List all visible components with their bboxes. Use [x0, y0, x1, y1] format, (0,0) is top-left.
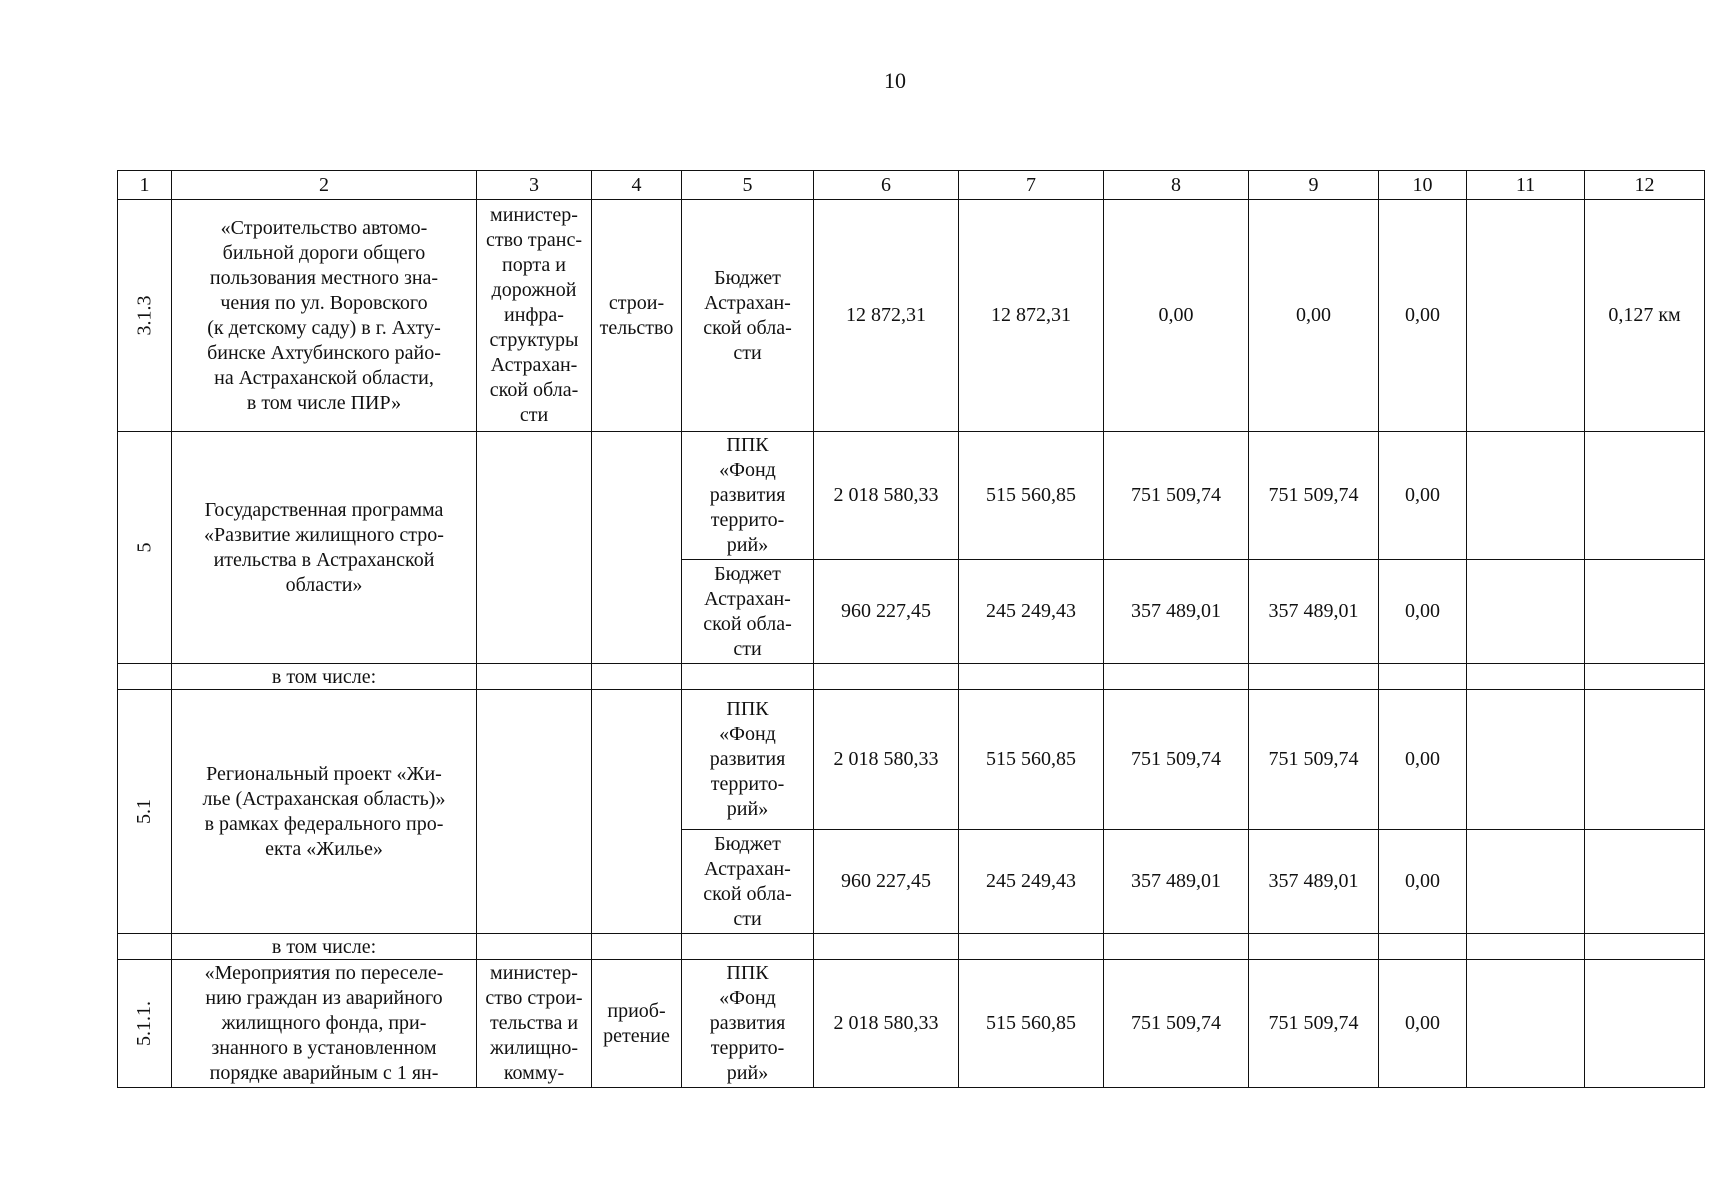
header-cell: 3	[477, 171, 592, 200]
page-number: 10	[884, 68, 906, 93]
empty-cell	[1379, 664, 1467, 690]
work-type-cell: строи- тельство	[592, 200, 682, 432]
row-number: 3.1.3	[133, 295, 155, 336]
row-number-cell	[118, 432, 172, 664]
column-number-header-row	[118, 171, 1705, 200]
executor-cell	[477, 432, 592, 664]
value-cell-9: 0,00	[1249, 200, 1379, 432]
value-cell-7: 515 560,85	[959, 432, 1104, 560]
value-cell-6: 12 872,31	[814, 200, 959, 432]
funding-source-cell: Бюджет Астрахан- ской обла- сти	[682, 830, 814, 934]
executor-cell: министер- ство строи- тельства и жилищно- комму-	[477, 960, 592, 1088]
header-cell: 4	[592, 171, 682, 200]
funding-source-cell: Бюджет Астрахан- ской обла- сти	[682, 200, 814, 432]
empty-cell	[118, 664, 172, 690]
empty-cell	[1467, 934, 1585, 960]
executor-cell	[477, 690, 592, 934]
value-cell-11	[1467, 200, 1585, 432]
header-cell: 5	[682, 171, 814, 200]
row-number: 5.1	[133, 799, 155, 824]
header-cell: 12	[1585, 171, 1705, 200]
row-number-cell	[118, 690, 172, 934]
header-cell: 11	[1467, 171, 1585, 200]
empty-cell	[682, 664, 814, 690]
header-cell: 2	[172, 171, 477, 200]
value-cell-12	[1585, 560, 1705, 664]
measure-name-cell: Государственная программа «Развитие жилищного стро- ительства в Астраханской области»	[172, 432, 477, 664]
work-type-cell	[592, 432, 682, 664]
value-cell-12	[1585, 960, 1705, 1088]
value-cell-12	[1585, 432, 1705, 560]
subtotal-row	[118, 934, 1705, 960]
empty-cell	[477, 664, 592, 690]
value-cell-9: 751 509,74	[1249, 960, 1379, 1088]
value-cell-12: 0,127 км	[1585, 200, 1705, 432]
funding-source-cell: ППК «Фонд развития террито- рий»	[682, 690, 814, 830]
empty-cell	[959, 934, 1104, 960]
header-cell: 9	[1249, 171, 1379, 200]
empty-cell	[814, 934, 959, 960]
value-cell-10: 0,00	[1379, 690, 1467, 830]
empty-cell	[1249, 664, 1379, 690]
value-cell-7: 12 872,31	[959, 200, 1104, 432]
value-cell-11	[1467, 432, 1585, 560]
empty-cell	[1585, 664, 1705, 690]
empty-cell	[1104, 664, 1249, 690]
funding-source-cell: Бюджет Астрахан- ской обла- сти	[682, 560, 814, 664]
value-cell-6: 2 018 580,33	[814, 432, 959, 560]
empty-cell	[814, 664, 959, 690]
empty-cell	[1104, 934, 1249, 960]
empty-cell	[592, 934, 682, 960]
including-label: в том числе:	[172, 664, 477, 690]
table-row-5-1-1	[118, 960, 1705, 1088]
empty-cell	[1585, 934, 1705, 960]
header-cell: 1	[118, 171, 172, 200]
value-cell-8: 751 509,74	[1104, 690, 1249, 830]
work-type-cell	[592, 690, 682, 934]
empty-cell	[592, 664, 682, 690]
funding-source-cell: ППК «Фонд развития террито- рий»	[682, 960, 814, 1088]
value-cell-7: 515 560,85	[959, 690, 1104, 830]
value-cell-11	[1467, 960, 1585, 1088]
value-cell-7: 515 560,85	[959, 960, 1104, 1088]
empty-cell	[477, 934, 592, 960]
empty-cell	[1379, 934, 1467, 960]
table-row-3-1-3	[118, 200, 1705, 432]
row-number-cell	[118, 200, 172, 432]
value-cell-9: 357 489,01	[1249, 830, 1379, 934]
funding-source-cell: ППК «Фонд развития террито- рий»	[682, 432, 814, 560]
work-type-cell: приоб- ретение	[592, 960, 682, 1088]
value-cell-10: 0,00	[1379, 960, 1467, 1088]
header-cell: 10	[1379, 171, 1467, 200]
value-cell-8: 751 509,74	[1104, 960, 1249, 1088]
empty-cell	[682, 934, 814, 960]
subtotal-row	[118, 664, 1705, 690]
value-cell-6: 960 227,45	[814, 830, 959, 934]
row-number-cell	[118, 960, 172, 1088]
empty-cell	[1467, 664, 1585, 690]
value-cell-6: 2 018 580,33	[814, 690, 959, 830]
header-cell: 6	[814, 171, 959, 200]
measure-name-cell: «Строительство автомо- бильной дороги общего пользования местного зна- чения по ул. Воровского (к детскому саду) в г. Ахту- бинске Ахтубинского райо- на Астраханской области, в том числе ПИР»	[172, 200, 477, 432]
table-row-5-1	[118, 690, 1705, 830]
value-cell-9: 357 489,01	[1249, 560, 1379, 664]
row-number: 5	[133, 542, 155, 553]
header-cell: 7	[959, 171, 1104, 200]
value-cell-11	[1467, 690, 1585, 830]
row-number: 5.1.1.	[133, 1001, 155, 1046]
value-cell-8: 357 489,01	[1104, 560, 1249, 664]
header-cell: 8	[1104, 171, 1249, 200]
empty-cell	[118, 934, 172, 960]
measure-name-cell: Региональный проект «Жи- лье (Астраханская область)» в рамках федерального про- екта «Жилье»	[172, 690, 477, 934]
value-cell-8: 751 509,74	[1104, 432, 1249, 560]
measure-name-cell: «Мероприятия по переселе- нию граждан из аварийного жилищного фонда, при- знанного в установленном порядке аварийным с 1 ян-	[172, 960, 477, 1088]
empty-cell	[959, 664, 1104, 690]
including-label: в том числе:	[172, 934, 477, 960]
value-cell-10: 0,00	[1379, 432, 1467, 560]
budget-table	[117, 170, 1705, 1088]
executor-cell: министер- ство транс- порта и дорожной инфра- структуры Астрахан- ской обла- сти	[477, 200, 592, 432]
value-cell-9: 751 509,74	[1249, 690, 1379, 830]
value-cell-8: 357 489,01	[1104, 830, 1249, 934]
empty-cell	[1249, 934, 1379, 960]
value-cell-10: 0,00	[1379, 560, 1467, 664]
value-cell-10: 0,00	[1379, 830, 1467, 934]
value-cell-12	[1585, 690, 1705, 830]
table-row-5	[118, 432, 1705, 560]
value-cell-12	[1585, 830, 1705, 934]
value-cell-7: 245 249,43	[959, 560, 1104, 664]
value-cell-11	[1467, 830, 1585, 934]
value-cell-10: 0,00	[1379, 200, 1467, 432]
value-cell-9: 751 509,74	[1249, 432, 1379, 560]
value-cell-11	[1467, 560, 1585, 664]
value-cell-6: 2 018 580,33	[814, 960, 959, 1088]
value-cell-8: 0,00	[1104, 200, 1249, 432]
value-cell-6: 960 227,45	[814, 560, 959, 664]
value-cell-7: 245 249,43	[959, 830, 1104, 934]
